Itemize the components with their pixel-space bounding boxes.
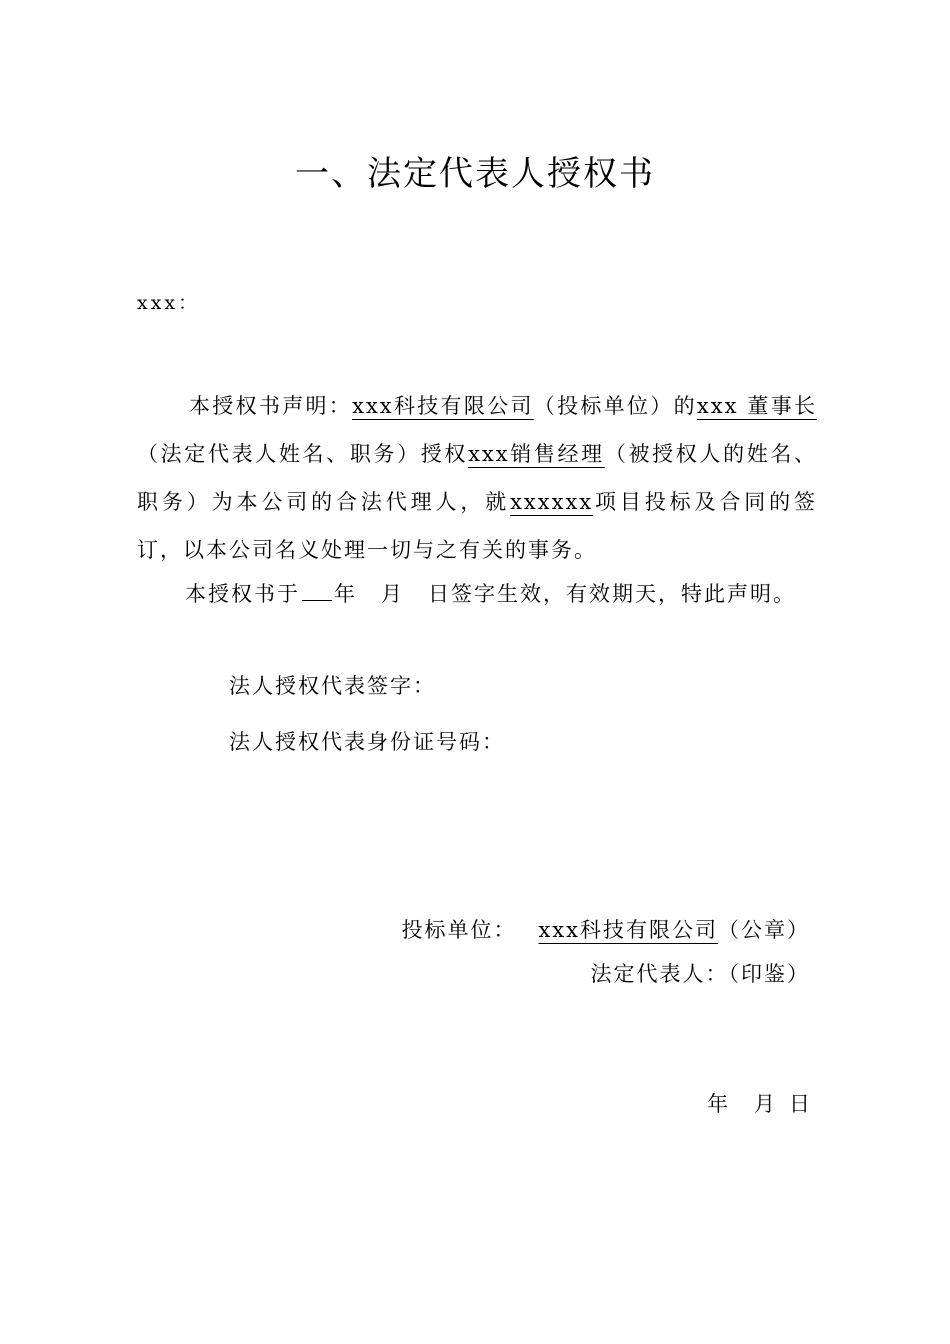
legal-representative-line: [591, 956, 811, 992]
validity-year: 年: [334, 582, 357, 606]
date-year: 年: [707, 1092, 728, 1116]
signature-label: 法人授权代表签字：: [229, 674, 436, 698]
validity-month: 月: [381, 582, 404, 606]
statement-bidder-note: （投标单位）的: [533, 394, 697, 418]
validity-suffix: 日签字生效，有效期天，特此声明。: [428, 582, 796, 606]
bidder-line: [401, 912, 810, 948]
validity-prefix: 本授权书于: [185, 582, 300, 606]
statement-rep-note: （法定代表人姓名、职务）授权: [137, 442, 469, 466]
salutation: xxx：: [137, 292, 201, 314]
date-month: 月: [754, 1092, 775, 1116]
date-day: 日: [789, 1092, 810, 1116]
statement-scope: 项目投标及合同的签订，以本公司名义处理一切与之有关的事务。: [137, 490, 818, 562]
year-blank: [302, 578, 332, 601]
company-stamp: （公章）: [718, 918, 810, 942]
legal-rep-label: 法定代表人：: [590, 962, 729, 986]
bidder-company: xxx科技有限公司: [538, 918, 718, 942]
bidder-label: 投标单位：: [401, 918, 517, 942]
statement-authorized-note: （被授权人的姓名、职务）为本公司的合法代理人，就: [137, 442, 818, 514]
legal-rep-seal: （印鉴）: [728, 962, 810, 986]
id-number-label: 法人授权代表身份证号码：: [229, 730, 505, 754]
validity-statement: [185, 576, 796, 612]
legal-rep-field: xxx 董事长: [696, 394, 818, 418]
statement-intro: 本授权书声明：: [189, 394, 353, 418]
project-name-field: xxxxxx: [510, 490, 594, 514]
document-title: 一、法定代表人授权书: [295, 154, 655, 194]
bidder-company-field: xxx科技有限公司: [352, 394, 534, 418]
authorized-person-field: xxx销售经理: [468, 442, 605, 466]
authorization-statement: [137, 382, 817, 574]
signing-date: [707, 1086, 810, 1122]
